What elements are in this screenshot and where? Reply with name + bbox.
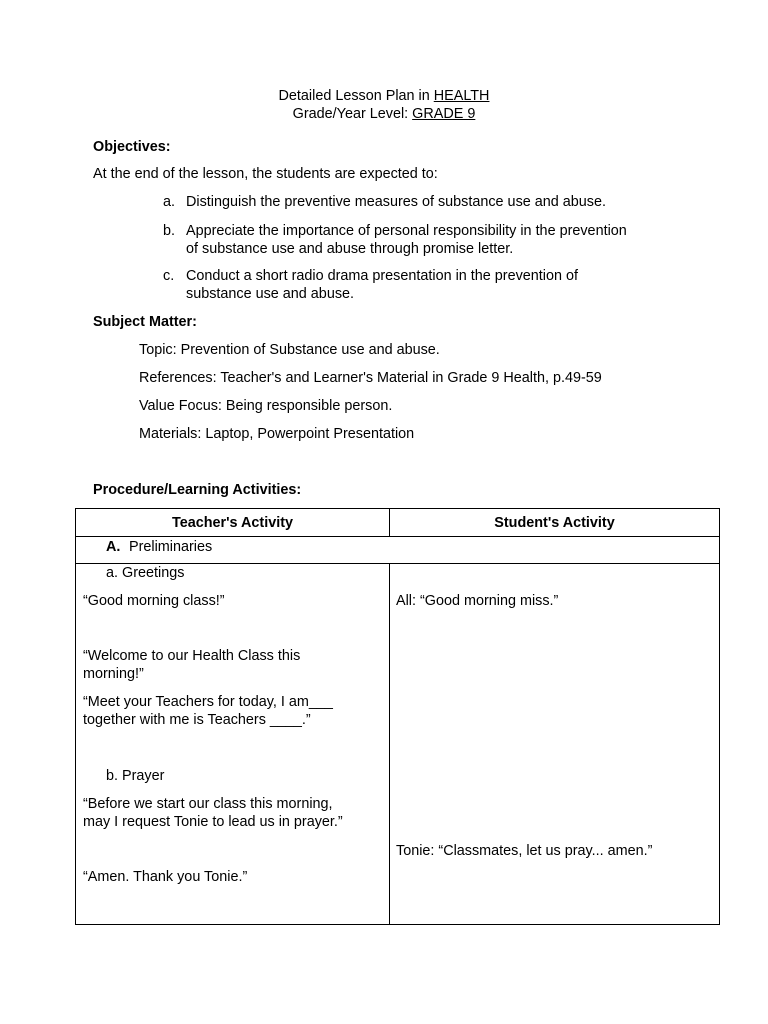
table-row <box>76 564 720 925</box>
procedure-heading: Procedure/Learning Activities: <box>93 482 302 498</box>
section-row <box>76 537 720 564</box>
teacher-line: “Meet your Teachers for today, I am___ <box>83 694 333 710</box>
teacher-activity-cell <box>76 564 390 925</box>
section-letter: A. <box>106 539 121 555</box>
document-header <box>0 87 768 123</box>
grade-value: GRADE 9 <box>412 106 476 122</box>
teacher-line: “Good morning class!” <box>83 593 225 609</box>
table-header-row <box>76 509 720 537</box>
prayer-label: b. Prayer <box>106 768 165 784</box>
student-activity-cell <box>390 564 720 925</box>
student-line: All: “Good morning miss.” <box>396 593 559 609</box>
teacher-line: “Amen. Thank you Tonie.” <box>83 869 248 885</box>
references-line: References: Teacher's and Learner's Material in Grade 9 Health, p.49-59 <box>139 370 602 386</box>
objectives-heading: Objectives: <box>93 139 171 155</box>
teacher-line: may I request Tonie to lead us in prayer.” <box>83 814 343 830</box>
student-line: Tonie: “Classmates, let us pray... amen.” <box>396 843 653 859</box>
grade-level: Grade/Year Level: GRADE 9 <box>292 106 476 122</box>
value-focus-line: Value Focus: Being responsible person. <box>139 398 393 414</box>
teacher-line: morning!” <box>83 666 144 682</box>
activity-table <box>75 508 720 925</box>
document-title: Detailed Lesson Plan in HEALTH <box>278 88 490 104</box>
teacher-activity-header: Teacher's Activity <box>76 509 390 537</box>
teacher-line: together with me is Teachers ____.” <box>83 712 311 728</box>
document-page: Detailed Lesson Plan in HEALTH Grade/Year Level: GRADE 9 Objectives: At the end of the lesson, the students are expected to: a. Distinguish the preventive measures of substance use and abuse. b. Appreciate the importance of personal responsibility in the prevention of substance use and abuse through promise letter. c. Conduct a short radio drama presentation in the prevention of substance use and abuse. Subject Matter: Topic: Prevention of Substance use and abuse. References: Teacher's and Learner's Material in Grade 9 Health, p.49-59 Value Focus: Being responsible person. Materials: Laptop, Powerpoint Presentation Procedure/Learning Activities: Teacher's Activity Student's Activity A. Preliminaries a. Greetings “Good morning class!” “Welcome to our Health Class this morning!” “Meet your Teachers for today, I am___ together with me is Teachers ____.” b. Prayer “Before we start our class this morning, may I request Tonie to lead us in prayer.” “Amen. Thank you Tonie.” All: “Good morning miss.” Tonie: “Classmates, let us pray... amen.” <box>0 0 768 1024</box>
teacher-line: “Welcome to our Health Class this <box>83 648 301 664</box>
greetings-label: a. Greetings <box>106 565 185 581</box>
teacher-line: “Before we start our class this morning, <box>83 796 333 812</box>
materials-line: Materials: Laptop, Powerpoint Presentation <box>139 426 415 442</box>
student-activity-header: Student's Activity <box>390 509 720 537</box>
topic-line: Topic: Prevention of Substance use and abuse. <box>139 342 440 358</box>
subject-name: HEALTH <box>433 88 490 104</box>
subject-matter-heading: Subject Matter: <box>93 314 197 330</box>
objectives-intro: At the end of the lesson, the students are expected to: <box>93 166 438 182</box>
section-label: Preliminaries <box>129 539 213 555</box>
